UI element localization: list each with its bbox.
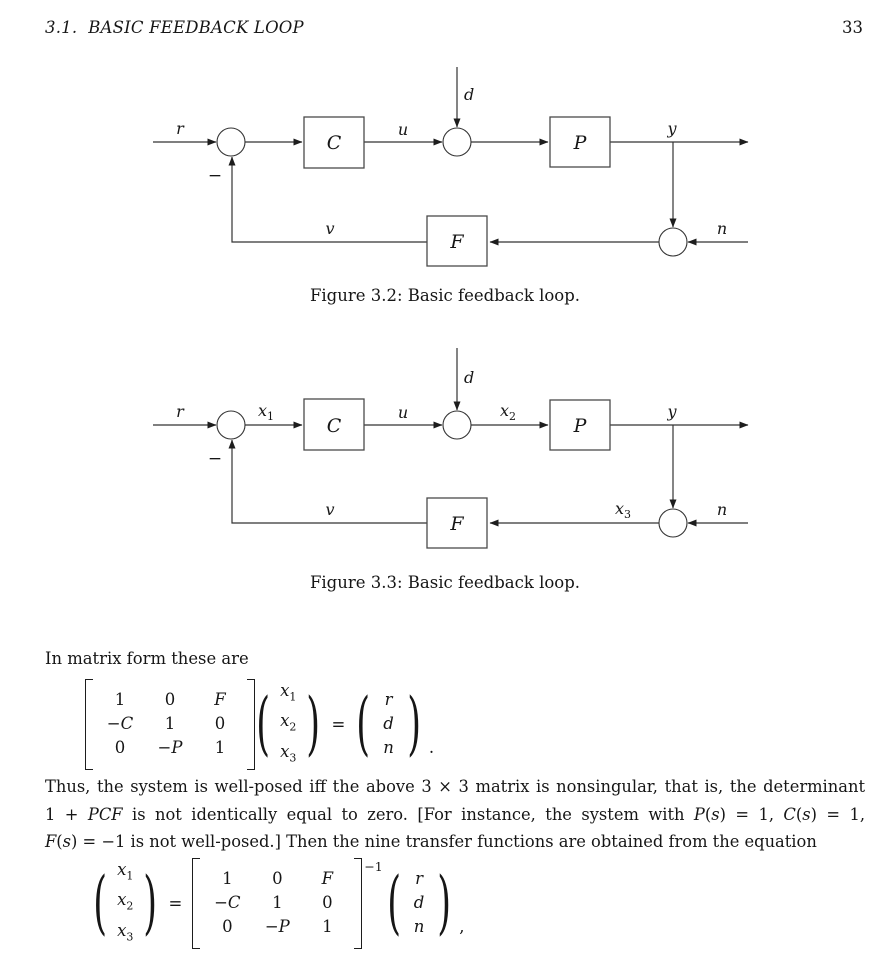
vector-cell: r	[384, 690, 393, 710]
matrix-cell: −P	[157, 738, 183, 758]
text-run: 1 +	[45, 804, 88, 824]
label-n: n	[716, 219, 728, 238]
matrix-cell: 1	[164, 714, 176, 734]
text-run: s	[62, 832, 72, 852]
equation-terminator: .	[428, 737, 435, 757]
text-run: ) = −1 is not well-posed.] Then the nine transfer functions are obtained from the equation	[71, 832, 817, 852]
matrix-equation-2	[92, 858, 465, 949]
summing-junction-2	[443, 128, 471, 156]
vector-cell: $x_2$	[117, 890, 134, 913]
text-run: F	[45, 832, 57, 852]
section-number: 3.1.	[45, 18, 78, 37]
label-F: F	[450, 231, 464, 253]
vector-cell: n	[413, 917, 425, 937]
paragraph-line	[45, 801, 865, 829]
input-vector	[402, 867, 436, 939]
label-y: y	[667, 402, 677, 421]
matrix-cell: 0	[164, 690, 176, 710]
left-parenthesis: (	[386, 862, 401, 944]
vector-cell: d	[383, 714, 394, 734]
intro-sentence: In matrix form these are	[45, 649, 249, 668]
section-name: BASIC FEEDBACK LOOP	[88, 18, 304, 37]
body-paragraph	[45, 773, 865, 856]
right-parenthesis: )	[143, 862, 158, 944]
matrix-cell: −C	[214, 893, 241, 913]
label-minus: −	[207, 449, 223, 469]
vector-cell: $x_3$	[117, 920, 134, 943]
label-C: C	[326, 415, 342, 437]
vector-cell: $x_3$	[280, 741, 297, 764]
left-parenthesis: (	[256, 683, 271, 765]
state-vector	[108, 858, 142, 949]
matrix-cell: 0	[214, 714, 226, 734]
state-vector	[271, 679, 305, 770]
page-number: 33	[842, 18, 863, 37]
text-run: P	[693, 804, 705, 824]
label-P: P	[573, 132, 587, 154]
label-x1: $x_1$	[257, 401, 275, 423]
equals-sign: =	[168, 893, 183, 913]
label-u: u	[397, 403, 409, 422]
text-run: C	[783, 804, 796, 824]
text-run: (	[56, 832, 63, 852]
matrix-cell: 1	[322, 917, 333, 937]
figure-3-2-caption: Figure 3.2: Basic feedback loop.	[309, 286, 581, 305]
label-minus: −	[207, 166, 223, 186]
label-d: d	[464, 368, 475, 387]
summing-junction-3	[659, 228, 687, 256]
matrix-cell: F	[214, 690, 226, 710]
right-parenthesis: )	[306, 683, 321, 765]
vector-cell: $x_1$	[117, 860, 134, 883]
label-x3: $x_3$	[614, 499, 632, 521]
matrix-cell: −P	[264, 917, 290, 937]
page-header	[45, 18, 863, 37]
matrix-cell: 0	[322, 893, 333, 913]
equals-sign: =	[331, 714, 346, 734]
vector-cell: r	[415, 869, 423, 889]
right-parenthesis: )	[406, 683, 421, 765]
left-square-bracket	[192, 858, 200, 949]
label-y: y	[667, 119, 677, 138]
right-square-bracket	[354, 858, 362, 949]
label-P: P	[573, 415, 587, 437]
vector-cell: $x_2$	[280, 711, 297, 734]
left-square-bracket	[85, 679, 93, 770]
figure-3-3-diagram	[0, 340, 890, 556]
text-run: ) = 1,	[719, 804, 784, 824]
text-run: is not identically equal to zero. [For instance, the system with	[122, 804, 694, 824]
right-parenthesis: )	[437, 862, 452, 944]
label-F: F	[450, 513, 464, 535]
matrix-cell: F	[321, 869, 334, 889]
figure-3-3-caption: Figure 3.3: Basic feedback loop.	[309, 573, 581, 592]
matrix-cell: −C	[106, 714, 134, 734]
paragraph-line	[45, 828, 865, 856]
summing-junction-2	[443, 411, 471, 439]
label-C: C	[326, 132, 342, 154]
text-run: (	[795, 804, 803, 824]
input-vector	[372, 688, 406, 760]
summing-junction-3	[659, 509, 687, 537]
text-run: s	[711, 804, 720, 824]
figure-3-2-diagram	[0, 60, 890, 276]
left-parenthesis: (	[93, 862, 108, 944]
text-run: PCF	[87, 804, 123, 824]
coefficient-matrix	[93, 684, 247, 764]
vector-cell: d	[413, 893, 425, 913]
matrix-cell: 0	[114, 738, 126, 758]
matrix-cell: 1	[214, 738, 226, 758]
label-n: n	[716, 500, 728, 519]
section-heading	[45, 18, 304, 37]
label-x2: $x_2$	[499, 401, 517, 423]
coefficient-matrix	[200, 863, 354, 943]
left-parenthesis: (	[356, 683, 371, 765]
label-d: d	[464, 85, 475, 104]
matrix-cell: 1	[272, 893, 283, 913]
label-r: r	[176, 402, 184, 421]
vector-cell: n	[383, 738, 394, 758]
summing-junction-1	[217, 411, 245, 439]
matrix-cell: 1	[222, 869, 233, 889]
label-v: v	[325, 500, 335, 519]
matrix-cell: 1	[114, 690, 126, 710]
text-run: ) = 1,	[810, 804, 865, 824]
inverse-exponent: −1	[364, 859, 383, 874]
matrix-cell: 0	[272, 869, 283, 889]
right-square-bracket	[247, 679, 255, 770]
text-run: s	[802, 804, 811, 824]
matrix-equation-1	[85, 679, 434, 770]
label-r: r	[176, 119, 184, 138]
vector-cell: $x_1$	[280, 681, 297, 704]
label-u: u	[397, 120, 409, 139]
text-run: Thus, the system is well-posed iff the above 3 × 3 matrix is nonsingular, that is, the determinant	[45, 777, 865, 796]
matrix-cell: 0	[222, 917, 233, 937]
summing-junction-1	[217, 128, 245, 156]
label-v: v	[325, 219, 335, 238]
equation-terminator: ,	[459, 916, 465, 936]
text-run: (	[704, 804, 712, 824]
paragraph-line	[45, 773, 865, 801]
